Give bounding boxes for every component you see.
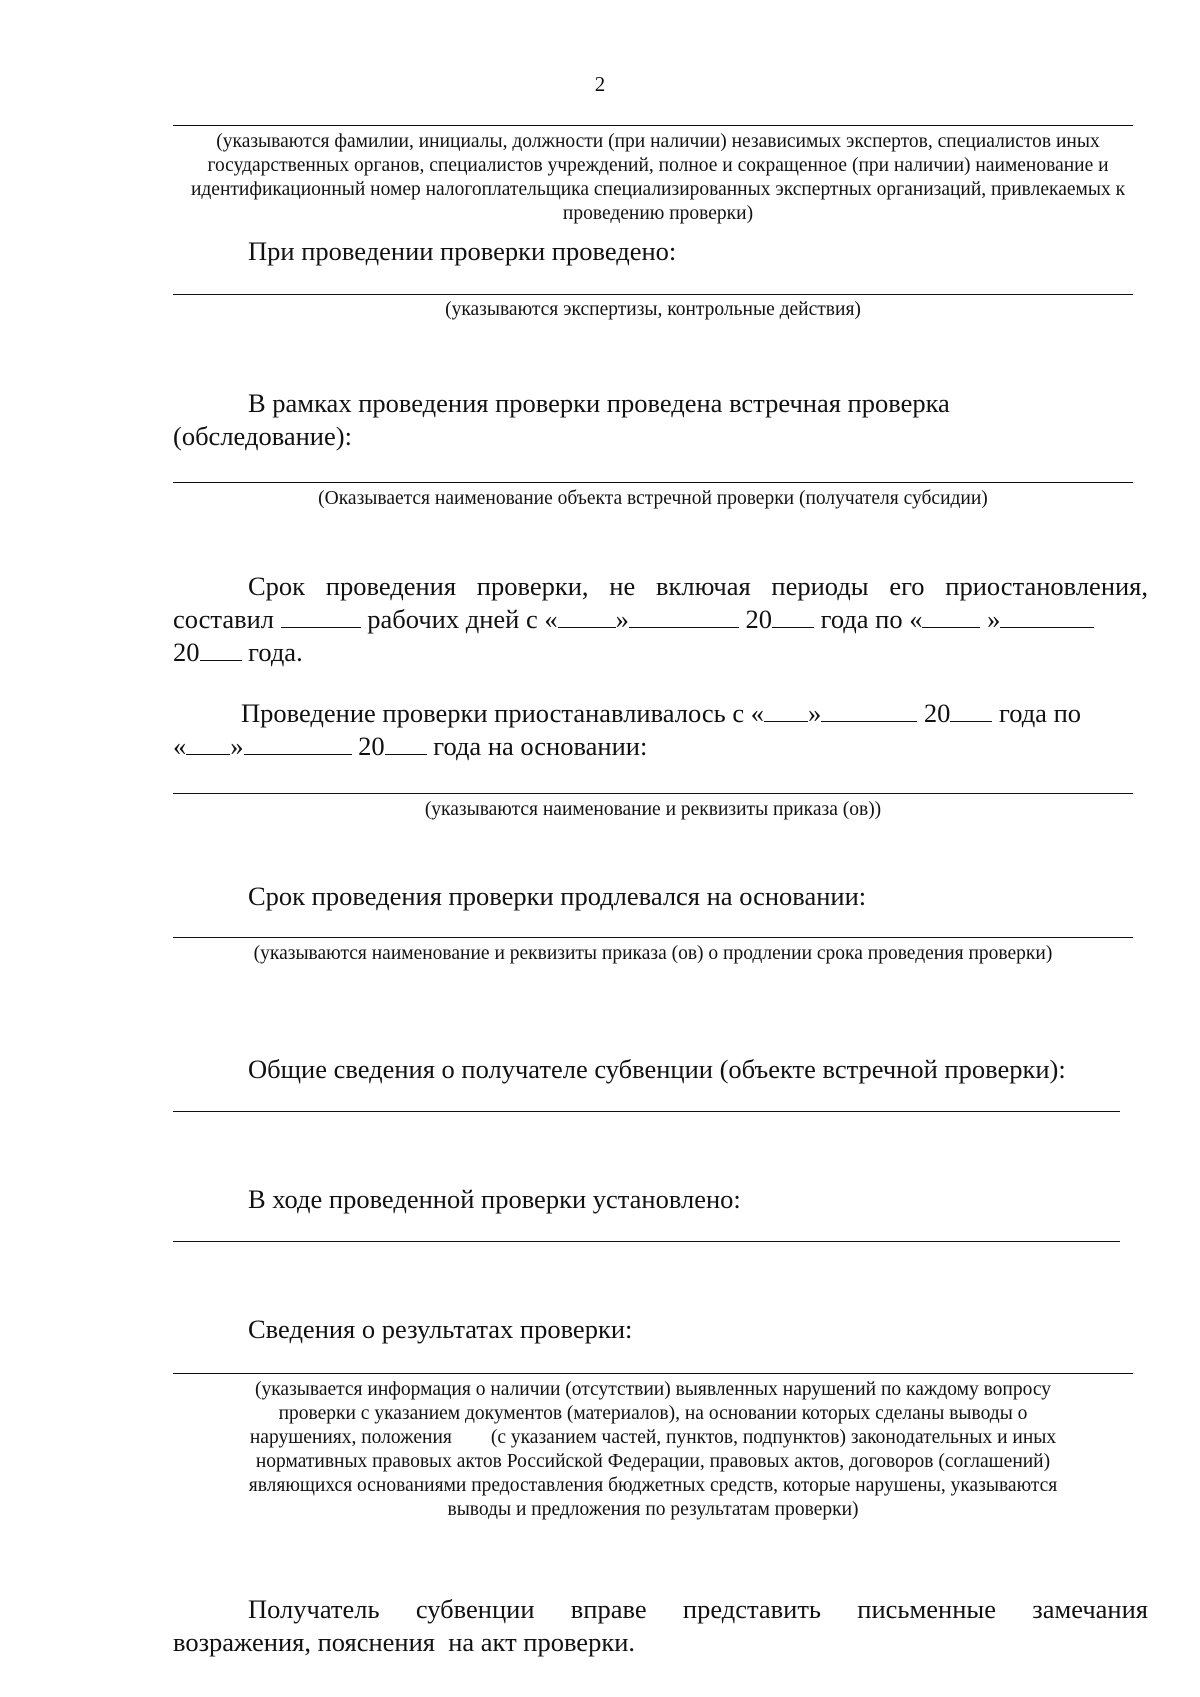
suspension-from-month-blank[interactable] [821, 699, 917, 722]
suspension-to-day-blank[interactable] [186, 732, 230, 755]
counter-check-label [173, 387, 1148, 453]
conducted-label: При проведении проверки проведено: [248, 236, 677, 266]
suspension-close-quote: » [230, 731, 244, 761]
to-year-blank[interactable] [200, 638, 242, 661]
suspension-from-year-blank[interactable] [950, 699, 992, 722]
experts-caption: (указываются фамилии, инициалы, должности (при наличии) независимых экспертов, специалистов иных государственных органов, специалистов учреждений, полное и сокращенное (при наличии) наименование и идентификационный номер налогоплательщика специализированных экспертных организаций, привлекаемых к проведению проверки) [190, 131, 1126, 224]
objections-paragraph [173, 1593, 1148, 1659]
duration-year-prefix: 20 [745, 604, 772, 634]
suspension-paragraph [173, 697, 1148, 763]
extension-label: Срок проведения проверки продлевался на основании: [248, 881, 867, 911]
results-caption-line: выводы и предложения по результатам проверки) [447, 1499, 859, 1520]
counter-check-line2: (обследование): [173, 421, 352, 451]
suspension-year-prefix2: 20 [358, 731, 385, 761]
suspension-to-month-blank[interactable] [244, 732, 352, 755]
suspension-quote: » [808, 698, 822, 728]
conducted-caption: (указываются экспертизы, контрольные действия) [445, 299, 861, 320]
established-fill-line [173, 1241, 1120, 1242]
established-label: В ходе проведенной проверки установлено: [248, 1184, 741, 1214]
counter-check-line1: В рамках проведения проверки проведена встречная проверка [248, 388, 950, 418]
duration-paragraph [173, 570, 1148, 669]
duration-line1: Срок проведения проверки, не включая периоды его приостановления, [248, 571, 1148, 601]
duration-quote: » [615, 604, 629, 634]
suspension-line2 [173, 730, 1148, 763]
to-day-blank[interactable] [922, 605, 980, 628]
suspension-line1 [173, 697, 1148, 730]
results-caption-line: нормативных правовых актов Российской Федерации, правовых актов, договоров (соглашений) [255, 1451, 1051, 1472]
suspension-from-day-blank[interactable] [764, 699, 808, 722]
results-label: Сведения о результатах проверки: [248, 1314, 633, 1344]
general-info-label: Общие сведения о получателе субвенции (объекте встречной проверки): [248, 1054, 1066, 1084]
suspension-caption: (указываются наименование и реквизиты приказа (ов)) [424, 799, 882, 820]
extension-fill-line [173, 937, 1133, 938]
results-fill-line [173, 1373, 1133, 1374]
to-month-blank[interactable] [1000, 605, 1094, 628]
suspension-year-prefix: 20 [923, 698, 951, 728]
duration-composed-text: составил [173, 604, 275, 634]
suspension-to-year-blank[interactable] [385, 732, 427, 755]
results-caption-line: нарушениях, положения (с указанием частей, пунктов, подпунктов) законодательных и иных [249, 1427, 1057, 1448]
results-caption [173, 1378, 1133, 1522]
duration-line3-year-text: года. [248, 637, 303, 667]
duration-from-text: рабочих дней с « [367, 604, 558, 634]
page-number: 2 [594, 72, 606, 96]
from-day-blank[interactable] [558, 605, 616, 628]
from-year-blank[interactable] [772, 605, 814, 628]
objections-line1: Получатель субвенции вправе представить письменные замечания [248, 1594, 1148, 1624]
results-caption-line: (указывается информация о наличии (отсутствии) выявленных нарушений по каждому вопросу [255, 1379, 1051, 1400]
duration-line2 [173, 603, 1148, 636]
extension-caption: (указываются наименование и реквизиты приказа (ов) о продлении срока проведения проверки) [253, 943, 1053, 964]
results-caption-line: являющихся основаниями предоставления бюджетных средств, которые нарушены, указываются [248, 1475, 1058, 1496]
workdays-blank[interactable] [281, 605, 361, 628]
duration-to-text: года по « [820, 604, 923, 634]
duration-line3-year-prefix: 20 [173, 637, 200, 667]
suspension-to-text: года по [999, 698, 1081, 728]
suspension-from-text: Проведение проверки приостанавливалось с « [241, 698, 764, 728]
from-month-blank[interactable] [629, 605, 739, 628]
suspension-open-quote: « [173, 731, 187, 761]
duration-line3 [173, 636, 1148, 669]
suspension-basis-text: года на основании: [433, 731, 648, 761]
duration-quote2: » [987, 604, 1001, 634]
conducted-fill-line [173, 294, 1133, 295]
objections-line2: возражения, пояснения на акт проверки. [173, 1627, 636, 1657]
general-info-fill-line [173, 1111, 1120, 1112]
results-caption-line: проверки с указанием документов (материалов), на основании которых сделаны выводы о [278, 1403, 1028, 1424]
counter-check-caption: (Оказывается наименование объекта встречной проверки (получателя субсидии) [318, 488, 988, 509]
experts-fill-line [173, 125, 1133, 126]
suspension-fill-line [173, 793, 1133, 794]
counter-check-fill-line [173, 482, 1133, 483]
